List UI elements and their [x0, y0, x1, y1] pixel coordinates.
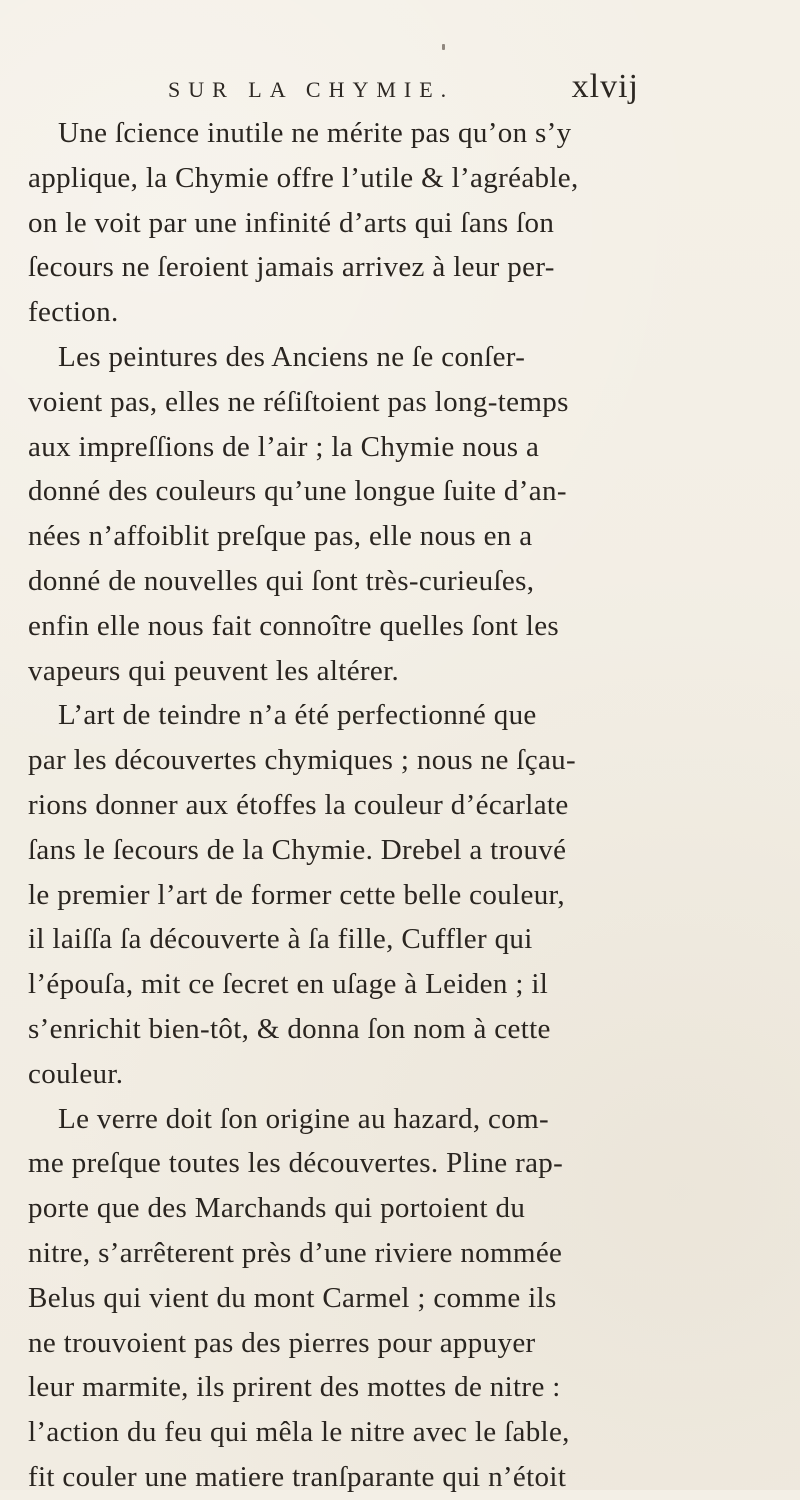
- text-line-19: il laiſſa ſa découverte à ſa fille, Cuffler qui: [28, 923, 533, 956]
- text-line-27: Belus qui vient du mont Carmel ; comme ils: [28, 1281, 557, 1314]
- text-line-4: ſecours ne ſeroient jamais arrivez à leur per-: [28, 251, 555, 284]
- text-line-31: fit couler une matiere tranſparante qui n’étoit: [28, 1460, 567, 1493]
- text-line-28: ne trouvoient pas des pierres pour appuyer: [28, 1326, 536, 1359]
- text-line-21: s’enrichit bien-tôt, & donna ſon nom à cette: [28, 1012, 551, 1045]
- text-line-20: l’épouſa, mit ce ſecret en uſage à Leiden ; il: [28, 968, 549, 1001]
- text-line-16: rions donner aux étoffes la couleur d’écarlate: [28, 788, 569, 821]
- text-line-23: Le verre doit ſon origine au hazard, com-: [58, 1102, 550, 1135]
- text-line-10: nées n’affoiblit preſque pas, elle nous en a: [28, 520, 533, 553]
- text-line-29: leur marmite, ils prirent des mottes de nitre :: [28, 1371, 561, 1404]
- text-line-26: nitre, s’arrêterent près d’une riviere nommée: [28, 1236, 563, 1269]
- text-line-25: porte que des Marchands qui portoient du: [28, 1192, 526, 1225]
- text-line-11: donné de nouvelles qui ſont très-curieuſes,: [28, 564, 535, 597]
- text-line-22: couleur.: [28, 1057, 124, 1090]
- text-line-8: aux impreſſions de l’air ; la Chymie nous a: [28, 430, 540, 463]
- text-line-30: l’action du feu qui mêla le nitre avec le ſable,: [28, 1416, 570, 1449]
- text-line-13: vapeurs qui peuvent les altérer.: [28, 654, 400, 687]
- text-line-1: Une ſcience inutile ne mérite pas qu’on s’y: [58, 117, 572, 149]
- text-line-7: voient pas, elles ne réſiſtoient pas long-temps: [28, 385, 569, 418]
- text-line-2: applique, la Chymie offre l’utile & l’agréable,: [28, 161, 579, 194]
- text-line-5: fection.: [28, 296, 119, 329]
- body-text: [28, 111, 770, 1500]
- text-line-6: Les peintures des Anciens ne ſe conſer-: [58, 340, 526, 373]
- page-number: xlvij: [571, 68, 639, 105]
- text-line-14: L’art de teindre n’a été perfectionné que: [58, 699, 537, 732]
- text-line-18: le premier l’art de former cette belle couleur,: [28, 878, 566, 911]
- text-line-9: donné des couleurs qu’une longue ſuite d’an-: [28, 475, 567, 508]
- text-line-24: me preſque toutes les découvertes. Pline rap-: [28, 1147, 564, 1180]
- text-line-17: ſans le ſecours de la Chymie. Drebel a trouvé: [28, 833, 567, 866]
- text-line-15: par les découvertes chymiques ; nous ne ſçau-: [28, 744, 577, 777]
- text-line-3: on le voit par une infinité d’arts qui ſans ſon: [28, 206, 555, 239]
- running-head: SUR LA CHYMIE.: [168, 77, 455, 102]
- text-line-12: enfin elle nous fait connoître quelles ſont les: [28, 609, 560, 642]
- printing-mark: [442, 44, 445, 50]
